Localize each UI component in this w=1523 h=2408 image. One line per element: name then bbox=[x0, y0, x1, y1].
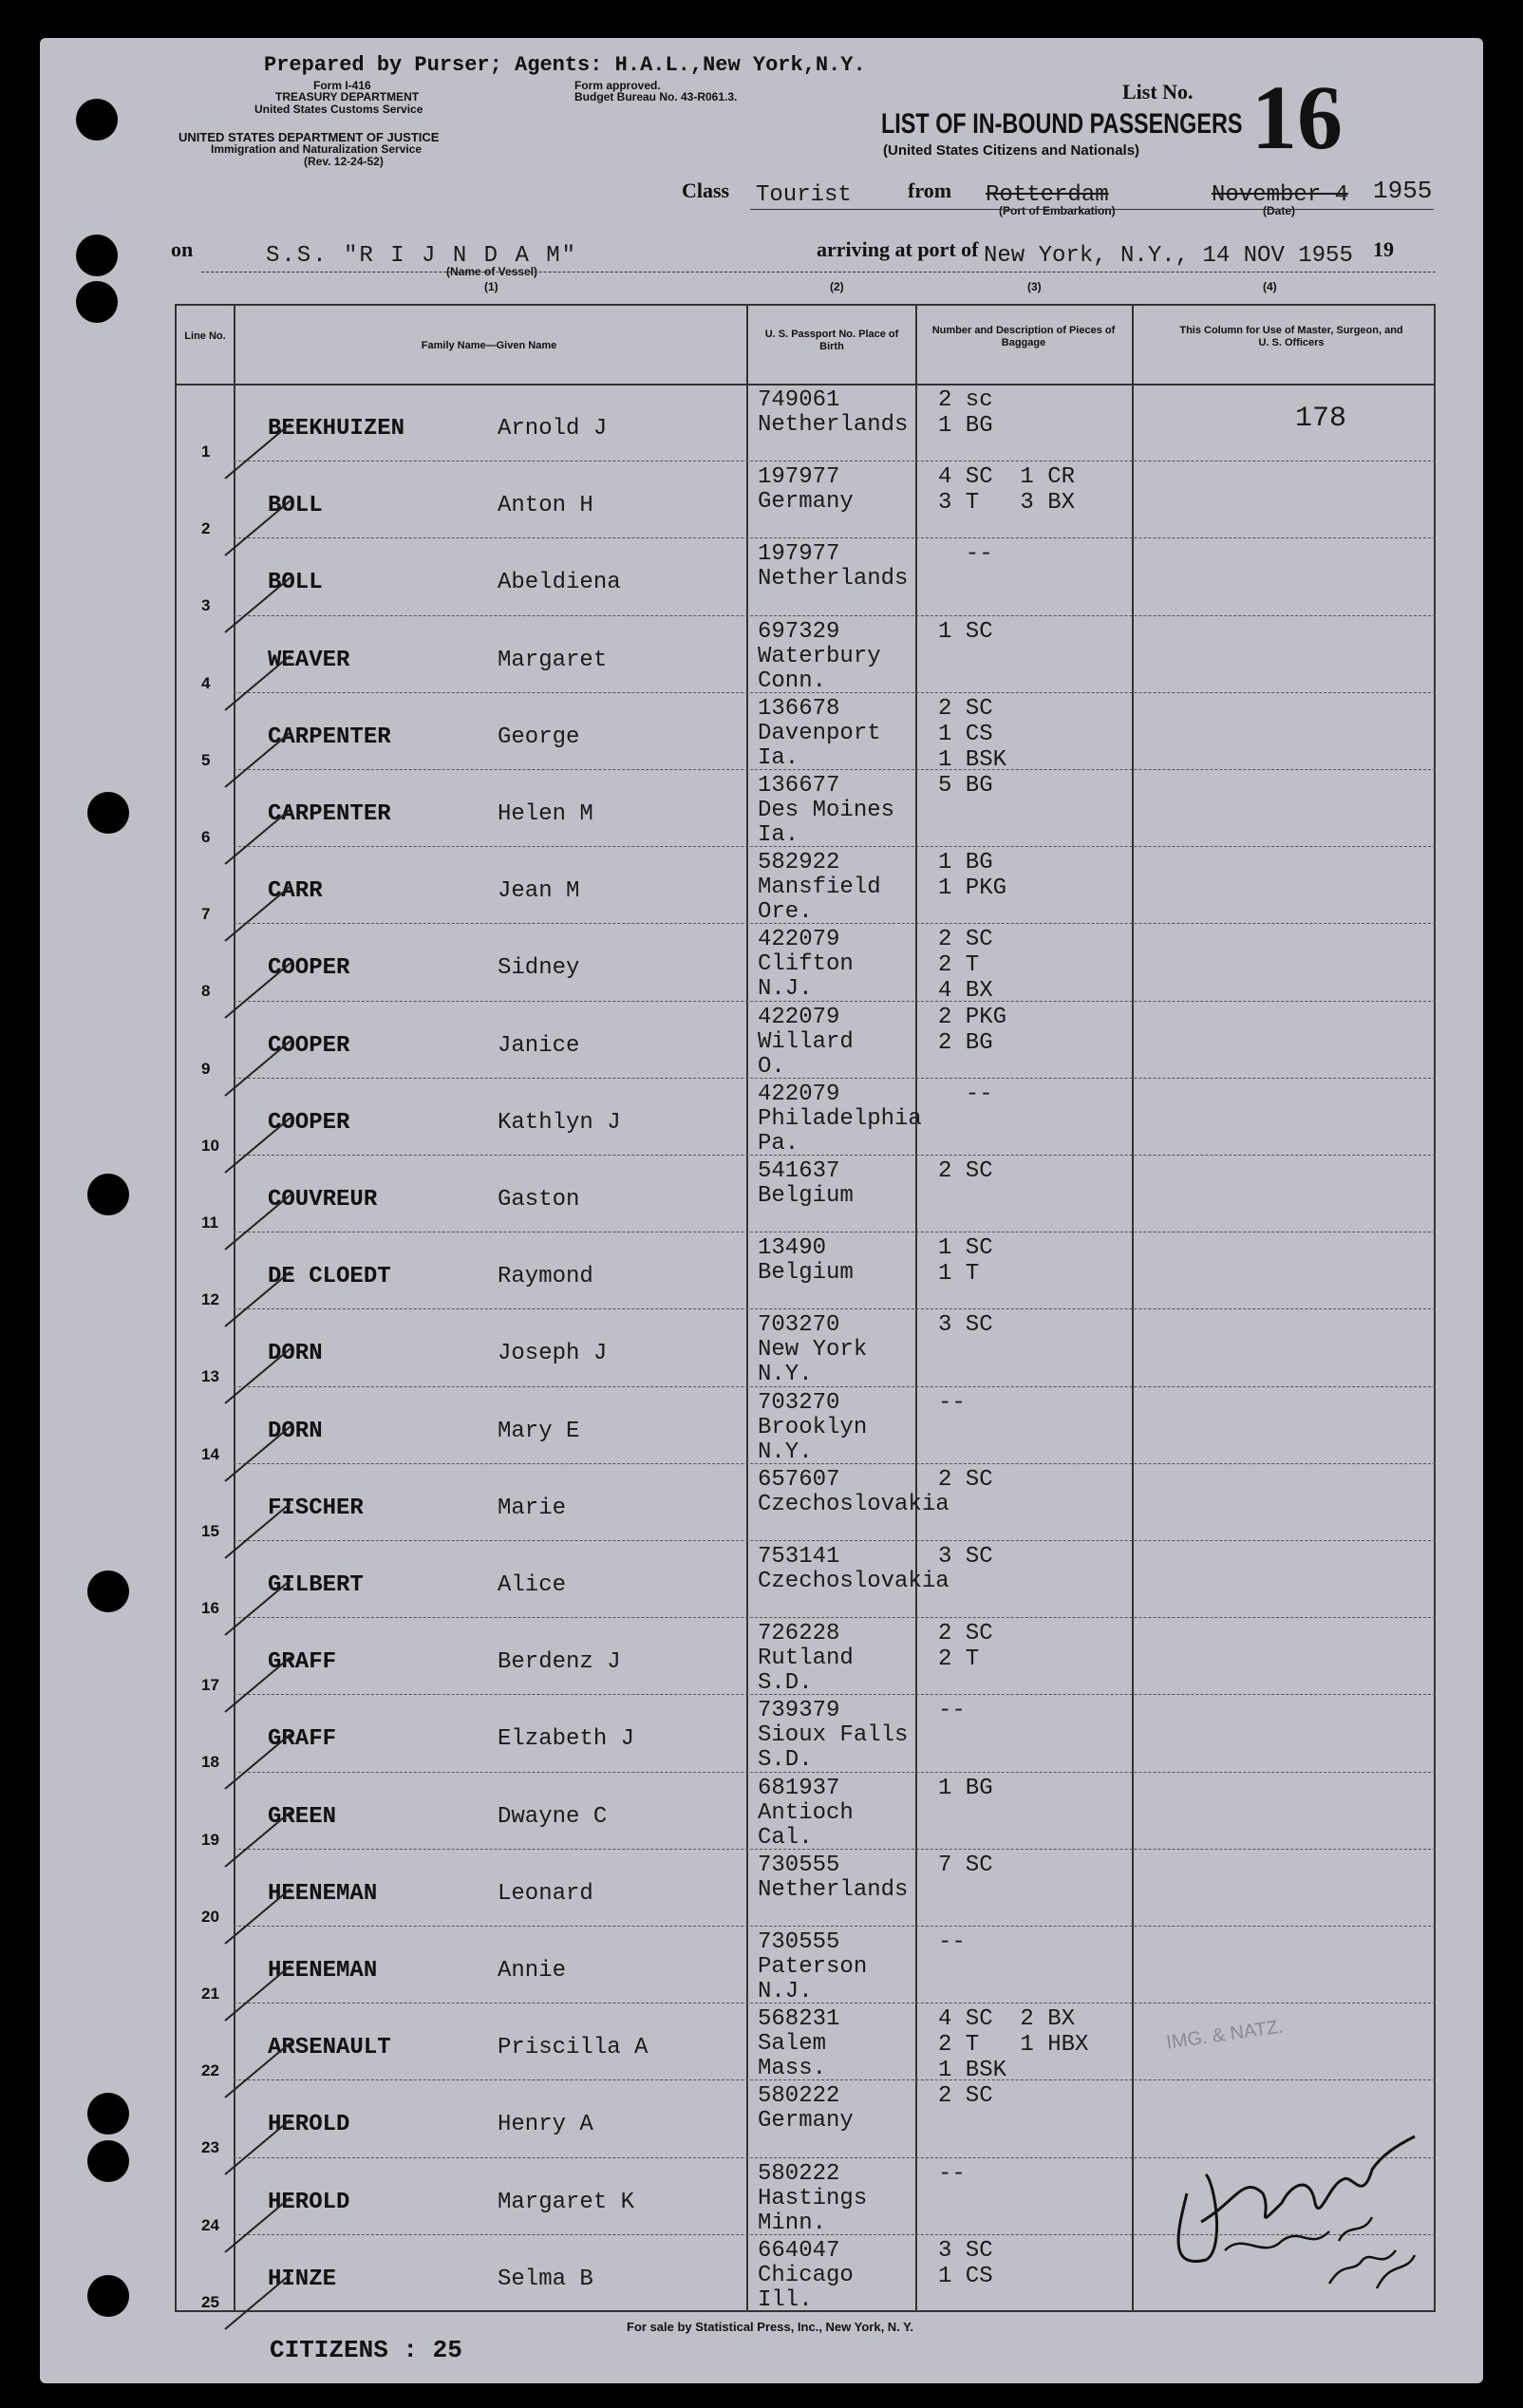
place-of-birth-state: Conn. bbox=[758, 668, 827, 694]
line-number: 10 bbox=[201, 1136, 219, 1155]
place-of-birth-state: Pa. bbox=[758, 1130, 799, 1157]
place-of-birth-state: Cal. bbox=[758, 1824, 813, 1851]
treasury-department: TREASURY DEPARTMENT bbox=[275, 90, 420, 103]
place-of-birth: Czechoslovakia bbox=[758, 1569, 950, 1594]
baggage-description: 4 SC 1 CR 3 T 3 BX bbox=[938, 464, 1076, 517]
family-name: GREEN bbox=[268, 1803, 337, 1830]
baggage-description: 2 sc 1 BG bbox=[938, 387, 993, 439]
family-name: CARPENTER bbox=[268, 724, 391, 750]
passport-number: 582922 bbox=[758, 850, 840, 876]
citizens-total: CITIZENS : 25 bbox=[270, 2336, 462, 2364]
column-header-baggage: Number and Description of Pieces of Baggage bbox=[931, 325, 1116, 348]
given-name: Alice bbox=[498, 1572, 567, 1598]
baggage-description: -- bbox=[938, 541, 993, 568]
line-number: 9 bbox=[201, 1059, 211, 1078]
departure-date: November 4 bbox=[1212, 182, 1349, 208]
baggage-description: 4 SC 2 BX 2 T 1 HBX 1 BSK bbox=[938, 2006, 1089, 2084]
passport-number: 197977 bbox=[758, 541, 840, 568]
passport-number: 136678 bbox=[758, 695, 840, 722]
baggage-description: 1 SC 1 T bbox=[938, 1235, 993, 1288]
binder-hole bbox=[87, 2275, 129, 2317]
list-title: LIST OF IN-BOUND PASSENGERS bbox=[881, 108, 1243, 140]
binder-hole bbox=[76, 235, 118, 276]
passport-number: 657607 bbox=[758, 1466, 840, 1493]
place-of-birth-state: Minn. bbox=[758, 2210, 827, 2236]
given-name: Janice bbox=[498, 1032, 580, 1059]
place-of-birth: Antioch bbox=[758, 1799, 854, 1826]
row-divider bbox=[234, 1540, 1436, 1541]
header-divider bbox=[175, 384, 1436, 386]
line-number: 7 bbox=[201, 905, 211, 924]
family-name: HEENEMAN bbox=[268, 1958, 378, 1984]
row-divider bbox=[234, 769, 1436, 770]
list-no-label: List No. bbox=[1122, 80, 1194, 103]
passport-number: 541637 bbox=[758, 1158, 840, 1184]
row-divider bbox=[234, 1849, 1436, 1850]
binder-hole bbox=[87, 1174, 129, 1215]
place-of-birth: Des Moines bbox=[758, 798, 895, 823]
line-number: 20 bbox=[201, 1907, 219, 1926]
inspector-signature bbox=[1149, 2117, 1453, 2307]
printer-credit: For sale by Statistical Press, Inc., New York, N. Y. bbox=[627, 2320, 914, 2334]
given-name: Berdenz J bbox=[498, 1649, 621, 1676]
row-divider bbox=[234, 1386, 1436, 1387]
baggage-description: 2 SC 1 CS 1 BSK bbox=[938, 695, 1007, 773]
passport-number: 730555 bbox=[758, 1929, 840, 1955]
arrival-port: New York, N.Y., 14 NOV 1955 bbox=[984, 243, 1353, 269]
nineteen-label: 19 bbox=[1373, 237, 1394, 261]
given-name: Raymond bbox=[498, 1264, 593, 1290]
passport-number: 422079 bbox=[758, 1004, 840, 1030]
given-name: Henry A bbox=[498, 2112, 593, 2138]
family-name: DE CLOEDT bbox=[268, 1264, 391, 1290]
list-number: 16 bbox=[1251, 66, 1343, 168]
column-header-passport: U. S. Passport No. Place of Birth bbox=[764, 329, 899, 352]
place-of-birth-state: S.D. bbox=[758, 1670, 813, 1697]
given-name: Mary E bbox=[498, 1418, 580, 1444]
customs-service: United States Customs Service bbox=[254, 103, 423, 116]
line-number: 13 bbox=[201, 1367, 219, 1386]
row-divider bbox=[234, 1694, 1436, 1695]
place-of-birth: Salem bbox=[758, 2031, 827, 2058]
line-number: 15 bbox=[201, 1521, 219, 1540]
arriving-label: arriving at port of bbox=[817, 237, 979, 261]
place-of-birth: Belgium bbox=[758, 1260, 854, 1287]
row-divider bbox=[234, 1772, 1436, 1773]
passport-number: 422079 bbox=[758, 927, 840, 953]
family-name: BOLL bbox=[268, 493, 323, 519]
place-of-birth: Netherlands bbox=[758, 1876, 909, 1903]
family-name: COOPER bbox=[268, 1109, 350, 1136]
baggage-description: -- bbox=[938, 1929, 966, 1955]
departure-year: 1955 bbox=[1373, 177, 1433, 205]
vessel-caption: (Name of Vessel) bbox=[446, 265, 538, 278]
passport-number: 580222 bbox=[758, 2160, 840, 2187]
family-name: COOPER bbox=[268, 1032, 350, 1059]
binder-hole bbox=[76, 99, 118, 141]
baggage-description: 2 SC bbox=[938, 2083, 993, 2110]
line-number: 18 bbox=[201, 1753, 219, 1772]
binder-hole bbox=[87, 2140, 129, 2182]
date-caption: (Date) bbox=[1263, 204, 1296, 217]
family-name: COUVREUR bbox=[268, 1187, 378, 1213]
given-name: Abeldiena bbox=[498, 570, 621, 596]
line-number: 24 bbox=[201, 2215, 219, 2234]
row-divider bbox=[234, 2079, 1436, 2080]
baggage-description: 3 SC 1 CS bbox=[938, 2237, 993, 2289]
passport-number: 664047 bbox=[758, 2237, 840, 2264]
baggage-description: 2 PKG 2 BG bbox=[938, 1004, 1007, 1056]
row-divider bbox=[234, 537, 1436, 538]
family-name: ARSENAULT bbox=[268, 2035, 391, 2061]
family-name: HEROLD bbox=[268, 2189, 350, 2215]
baggage-description: -- bbox=[938, 2160, 966, 2187]
place-of-birth: Hastings bbox=[758, 2185, 868, 2211]
row-divider bbox=[234, 846, 1436, 847]
row-divider bbox=[234, 1308, 1436, 1309]
place-of-birth: Davenport bbox=[758, 720, 881, 746]
family-name: GRAFF bbox=[268, 1649, 337, 1676]
row-divider bbox=[234, 1926, 1436, 1927]
column-header-name: Family Name—Given Name bbox=[421, 340, 557, 351]
family-name: FISCHER bbox=[268, 1495, 364, 1521]
row-divider bbox=[234, 1155, 1436, 1156]
given-name: Kathlyn J bbox=[498, 1109, 621, 1136]
embarkation-port: Rotterdam bbox=[986, 182, 1109, 208]
class-value: Tourist bbox=[756, 182, 852, 208]
given-name: Arnold J bbox=[498, 416, 608, 442]
column-ref-4: (4) bbox=[1263, 280, 1277, 293]
form-number: Form I-416 bbox=[313, 79, 371, 92]
row-divider bbox=[234, 2003, 1436, 2004]
place-of-birth-state: Ia. bbox=[758, 822, 799, 848]
given-name: Sidney bbox=[498, 955, 580, 982]
baggage-description: 2 SC 2 T 4 BX bbox=[938, 927, 993, 1005]
passport-number: 136677 bbox=[758, 773, 840, 799]
family-name: DORN bbox=[268, 1341, 323, 1367]
passport-number: 681937 bbox=[758, 1775, 840, 1801]
given-name: Annie bbox=[498, 1958, 567, 1984]
given-name: Margaret bbox=[498, 647, 608, 673]
passport-number: 703270 bbox=[758, 1312, 840, 1339]
line-number: 11 bbox=[201, 1213, 218, 1232]
row-divider bbox=[234, 615, 1436, 616]
from-label: from bbox=[908, 179, 952, 202]
baggage-description: 7 SC bbox=[938, 1852, 993, 1878]
line-number: 22 bbox=[201, 2061, 219, 2080]
place-of-birth: Chicago bbox=[758, 2262, 854, 2288]
given-name: Marie bbox=[498, 1495, 567, 1521]
given-name: Jean M bbox=[498, 878, 580, 905]
place-of-birth: Mansfield bbox=[758, 875, 881, 901]
passport-number: 697329 bbox=[758, 618, 840, 645]
column-header-line-no: Line No. bbox=[184, 330, 226, 342]
given-name: Helen M bbox=[498, 801, 593, 827]
passport-number: 730555 bbox=[758, 1852, 840, 1878]
line-number: 5 bbox=[201, 750, 211, 769]
vessel-name: S.S. "R I J N D A M" bbox=[266, 243, 578, 269]
binder-hole bbox=[87, 1571, 129, 1612]
place-of-birth-state: O. bbox=[758, 1053, 785, 1080]
place-of-birth-state: N.Y. bbox=[758, 1439, 813, 1465]
place-of-birth: Belgium bbox=[758, 1183, 854, 1209]
passport-number: 422079 bbox=[758, 1081, 840, 1107]
form-approved: Form approved. bbox=[574, 79, 661, 92]
line-number: 25 bbox=[201, 2292, 219, 2311]
given-name: Dwayne C bbox=[498, 1803, 608, 1830]
immigration-stamp: IMG. & NATZ. bbox=[1165, 2016, 1285, 2054]
given-name: Leonard bbox=[498, 1880, 593, 1907]
place-of-birth: Germany bbox=[758, 2108, 854, 2135]
family-name: GRAFF bbox=[268, 1726, 337, 1753]
given-name: Joseph J bbox=[498, 1341, 608, 1367]
family-name: CARR bbox=[268, 878, 323, 905]
line-number: 2 bbox=[201, 519, 211, 538]
row-divider bbox=[234, 1617, 1436, 1618]
place-of-birth: Paterson bbox=[758, 1954, 868, 1980]
family-name: COOPER bbox=[268, 955, 350, 982]
place-of-birth: Sioux Falls bbox=[758, 1722, 909, 1749]
family-name: GILBERT bbox=[268, 1572, 364, 1598]
justice-department: UNITED STATES DEPARTMENT OF JUSTICE bbox=[179, 130, 440, 144]
row-divider bbox=[234, 923, 1436, 924]
place-of-birth: Willard bbox=[758, 1028, 854, 1055]
passport-number: 197977 bbox=[758, 464, 840, 491]
row-divider bbox=[234, 692, 1436, 693]
place-of-birth-state: S.D. bbox=[758, 1747, 813, 1774]
column-ref-2: (2) bbox=[830, 280, 844, 293]
on-label: on bbox=[171, 237, 194, 261]
place-of-birth: Germany bbox=[758, 489, 854, 516]
place-of-birth: Rutland bbox=[758, 1646, 854, 1672]
place-of-birth-state: Ill. bbox=[758, 2286, 813, 2313]
place-of-birth: Netherlands bbox=[758, 566, 909, 593]
baggage-description: -- bbox=[938, 1698, 966, 1724]
family-name: HINZE bbox=[268, 2266, 337, 2292]
place-of-birth-state: Ore. bbox=[758, 899, 813, 926]
officer-count: 178 bbox=[1295, 403, 1347, 435]
place-of-birth: New York bbox=[758, 1337, 868, 1364]
place-of-birth-state: N.J. bbox=[758, 1979, 813, 2004]
family-name: HEENEMAN bbox=[268, 1880, 378, 1907]
row-divider bbox=[234, 1078, 1436, 1079]
column-header-officers: This Column for Use of Master, Surgeon, and U. S. Officers bbox=[1179, 325, 1403, 348]
binder-hole bbox=[87, 792, 129, 834]
place-of-birth-state: N.J. bbox=[758, 976, 813, 1003]
given-name: Priscilla A bbox=[498, 2035, 649, 2061]
passport-number: 703270 bbox=[758, 1389, 840, 1416]
column-ref-1: (1) bbox=[484, 280, 498, 293]
passport-number: 753141 bbox=[758, 1544, 840, 1570]
row-divider bbox=[234, 1463, 1436, 1464]
line-number: 6 bbox=[201, 828, 211, 846]
baggage-description: 1 SC bbox=[938, 618, 993, 645]
family-name: WEAVER bbox=[268, 647, 350, 673]
line-number: 17 bbox=[201, 1676, 219, 1695]
prepared-by: Prepared by Purser; Agents: H.A.L.,New York,N.Y. bbox=[264, 53, 866, 77]
passport-number: 749061 bbox=[758, 387, 840, 413]
baggage-description: 2 SC 2 T bbox=[938, 1621, 993, 1673]
passport-number: 739379 bbox=[758, 1698, 840, 1724]
line-number: 16 bbox=[201, 1599, 219, 1617]
place-of-birth: Waterbury bbox=[758, 643, 881, 669]
row-divider bbox=[234, 1001, 1436, 1002]
baggage-description: 1 BG 1 PKG bbox=[938, 850, 1007, 902]
place-of-birth: Brooklyn bbox=[758, 1414, 868, 1440]
passport-number: 568231 bbox=[758, 2006, 840, 2033]
family-name: BOLL bbox=[268, 570, 323, 596]
budget-bureau: Budget Bureau No. 43-R061.3. bbox=[574, 90, 738, 103]
baggage-description: 5 BG bbox=[938, 773, 993, 799]
place-of-birth-state: N.Y. bbox=[758, 1362, 813, 1388]
column-ref-3: (3) bbox=[1027, 280, 1042, 293]
baggage-description: -- bbox=[938, 1081, 993, 1107]
line-number: 14 bbox=[201, 1444, 219, 1463]
baggage-description: -- bbox=[938, 1389, 966, 1416]
place-of-birth-state: Mass. bbox=[758, 2056, 827, 2082]
passport-number: 580222 bbox=[758, 2083, 840, 2110]
given-name: Elzabeth J bbox=[498, 1726, 635, 1753]
line-number: 4 bbox=[201, 673, 211, 692]
line-number: 8 bbox=[201, 982, 211, 1001]
line-number: 3 bbox=[201, 596, 211, 615]
line-number: 1 bbox=[201, 442, 211, 461]
baggage-description: 3 SC bbox=[938, 1544, 993, 1570]
line-number: 21 bbox=[201, 1985, 219, 2003]
given-name: Margaret K bbox=[498, 2189, 635, 2215]
given-name: Anton H bbox=[498, 493, 593, 519]
line-number: 12 bbox=[201, 1290, 219, 1309]
given-name: Selma B bbox=[498, 2266, 593, 2292]
baggage-description: 1 BG bbox=[938, 1775, 993, 1801]
binder-hole bbox=[76, 281, 118, 323]
place-of-birth: Netherlands bbox=[758, 412, 909, 438]
baggage-description: 2 SC bbox=[938, 1158, 993, 1184]
passport-number: 726228 bbox=[758, 1621, 840, 1647]
place-of-birth-state: Ia. bbox=[758, 744, 799, 771]
list-subtitle: (United States Citizens and Nationals) bbox=[883, 142, 1140, 159]
place-of-birth: Czechoslovakia bbox=[758, 1491, 950, 1517]
embarkation-caption: (Port of Embarkation) bbox=[999, 204, 1116, 217]
class-label: Class bbox=[682, 179, 730, 202]
family-name: BEEKHUIZEN bbox=[268, 416, 405, 442]
place-of-birth: Clifton bbox=[758, 951, 854, 978]
class-underline bbox=[750, 209, 1434, 210]
family-name: CARPENTER bbox=[268, 801, 391, 827]
given-name: Gaston bbox=[498, 1187, 580, 1213]
passport-number: 13490 bbox=[758, 1235, 827, 1262]
vessel-underline bbox=[201, 272, 1436, 273]
line-number: 19 bbox=[201, 1830, 219, 1849]
given-name: George bbox=[498, 724, 580, 750]
revision: (Rev. 12-24-52) bbox=[304, 155, 384, 168]
family-name: HEROLD bbox=[268, 2112, 350, 2138]
binder-hole bbox=[87, 2093, 129, 2135]
baggage-description: 2 SC bbox=[938, 1466, 993, 1493]
place-of-birth: Philadelphia bbox=[758, 1105, 922, 1132]
family-name: DORN bbox=[268, 1418, 323, 1444]
line-number: 23 bbox=[201, 2138, 219, 2157]
immigration-service: Immigration and Naturalization Service bbox=[211, 142, 423, 156]
baggage-description: 3 SC bbox=[938, 1312, 993, 1339]
